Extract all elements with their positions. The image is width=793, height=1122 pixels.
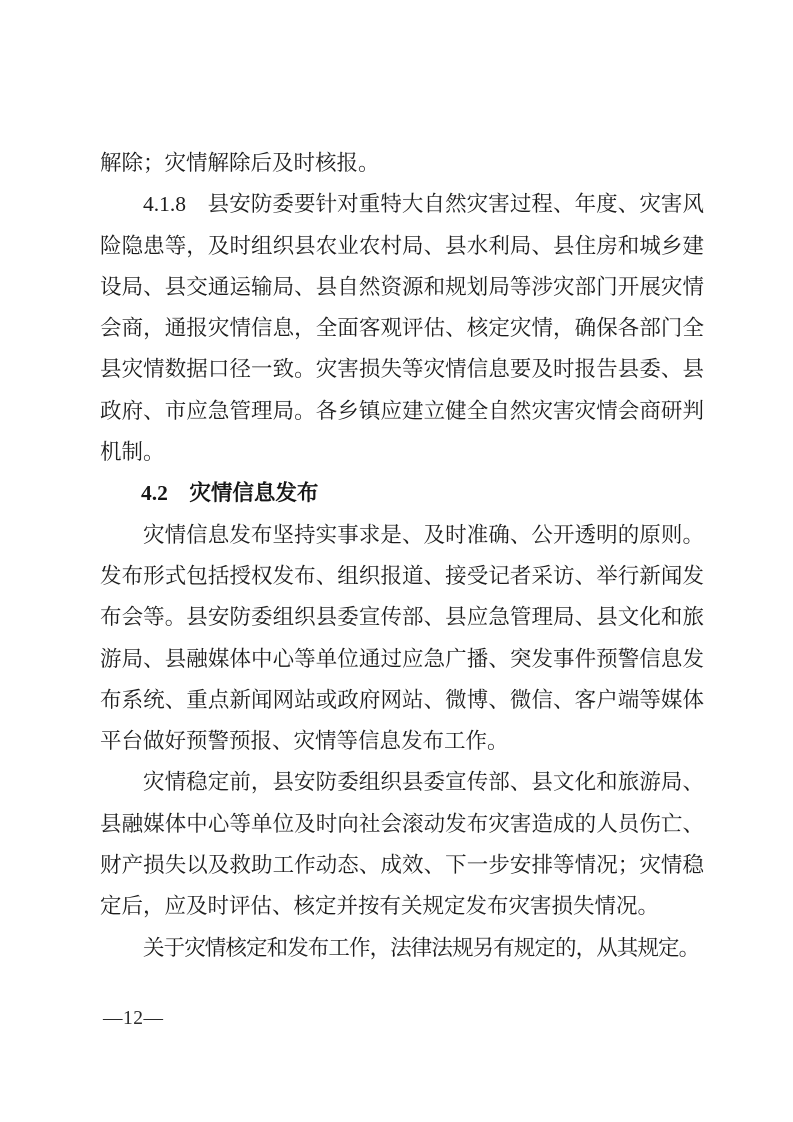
paragraph-legal-provision: 关于灾情核定和发布工作，法律法规另有规定的，从其规定。: [143, 935, 700, 960]
paragraph-section-4-1-8: 4.1.8 县安防委要针对重特大自然灾害过程、年度、灾害风险隐患等，及时组织县农业农村局、县水利局、县住房和城乡建设局、县交通运输局、县自然资源和规划局等涉灾部门开展灾情会商，通报灾情信息，全面客观评估、核定灾情，确保各部门全县灾情数据口径一致。灾害损失等灾情信息要及时报告县委、县政府、市应急管理局。各乡镇应建立健全自然灾害灾情会商研判机制。: [100, 192, 704, 465]
page-footer: [103, 1004, 164, 1034]
paragraph-continued-from-previous-page: 解除；灾情解除后及时核报。: [100, 151, 380, 175]
paragraph-info-release-principles: 灾情信息发布坚持实事求是、及时准确、公开透明的原则。发布形式包括授权发布、组织报道、接受记者采访、举行新闻发布会等。县安防委组织县委宣传部、县应急管理局、县文化和旅游局、县融媒体中心等单位通过应急广播、突发事件预警信息发布系统、重点新闻网站或政府网站、微博、微信、客户端等媒体平台做好预警预报、灾情等信息发布工作。: [100, 522, 704, 754]
document-text-block: [100, 143, 704, 969]
paragraph-disaster-stabilization-release: 灾情稳定前，县安防委组织县委宣传部、县文化和旅游局、县融媒体中心等单位及时向社会滚动发布灾害造成的人员伤亡、财产损失以及救助工作动态、成效、下一步安排等情况；灾情稳定后，应及时评估、核定并按有关规定发布灾害损失情况。: [100, 770, 704, 919]
page-number: —12—: [103, 1008, 164, 1029]
section-heading-4-2: 4.2 灾情信息发布: [141, 481, 319, 506]
